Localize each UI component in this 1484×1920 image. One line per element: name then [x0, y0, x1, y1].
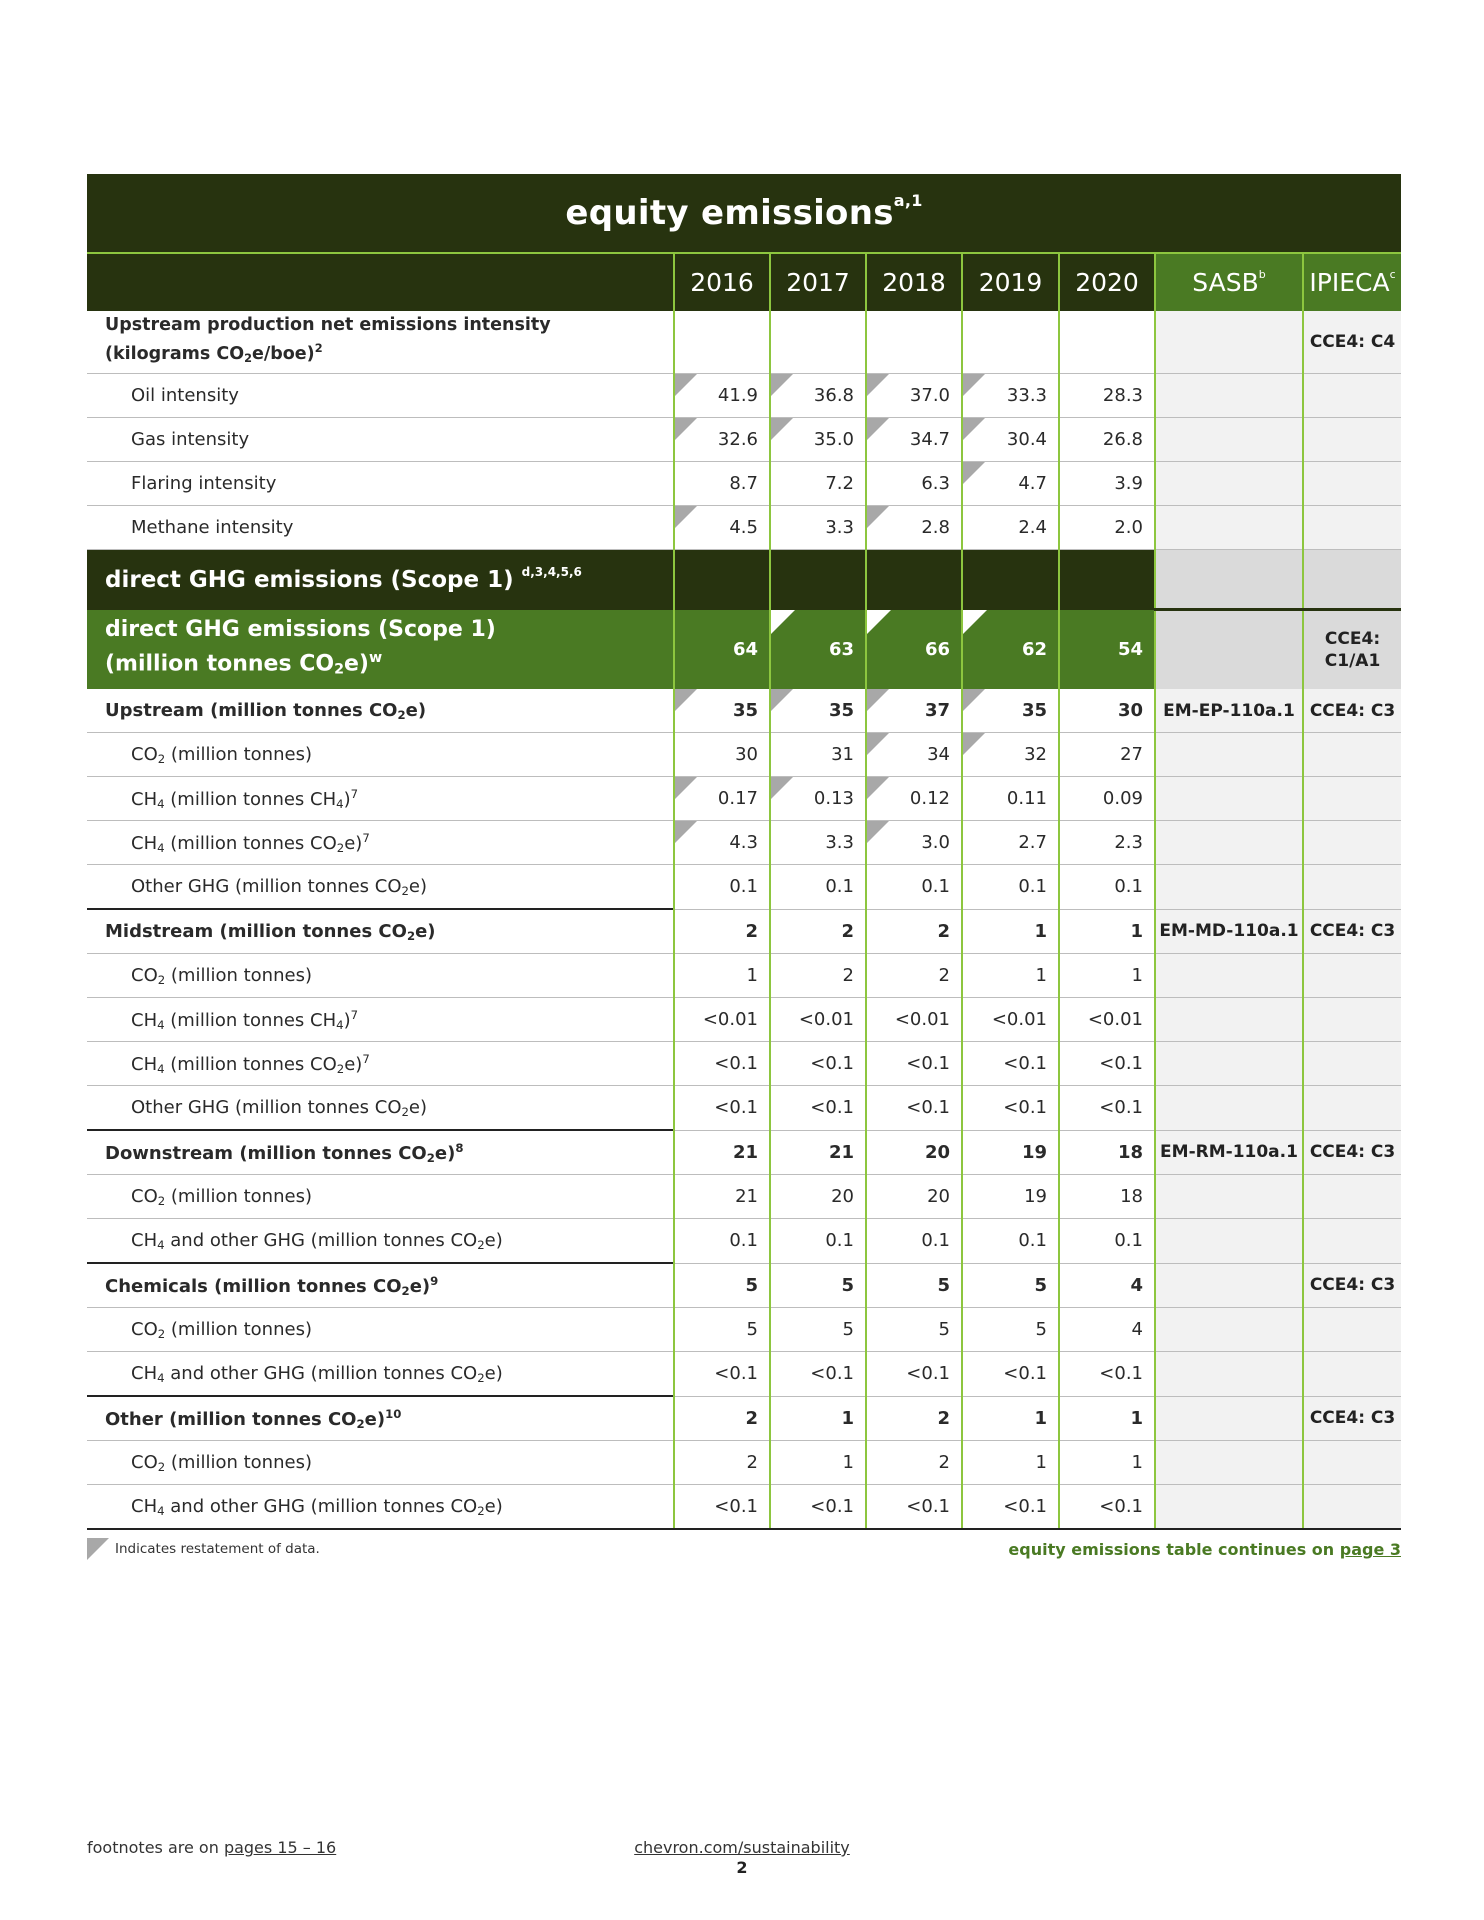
table-row: $CH_4$ (million tonnes $CO_2e)^7$ <0.1 <0.1 <0.1 <0.1 <0.1 — [87, 1042, 1401, 1086]
table-row: $CH_4$ (million tonnes $CH_4)^7$ <0.01 <0.01 <0.01 <0.01 <0.01 — [87, 998, 1401, 1042]
ipieca-code: CCE4: C3 — [1303, 909, 1401, 954]
table-row: $CH_4$ and other GHG (million tonnes $CO_2e$) <0.1 <0.1 <0.1 <0.1 <0.1 — [87, 1352, 1401, 1397]
col-2017: 2017 — [770, 253, 866, 311]
table-row: $CO_2$ (million tonnes) 30 31 34 32 27 — [87, 733, 1401, 777]
col-2019: 2019 — [962, 253, 1059, 311]
col-ipieca: IPIECA$^c$ — [1303, 253, 1401, 311]
table-row: Flaring intensity 8.7 7.2 6.3 4.7 3.9 — [87, 462, 1401, 506]
table-row: $CH_4$ (million tonnes $CH_4)^7$ 0.17 0.13 0.12 0.11 0.09 — [87, 777, 1401, 821]
intensity-label: Upstream production net emissions intensity (kilograms $CO_2e/boe)^2$ — [87, 311, 674, 374]
table-row: $CH_4$ (million tonnes $CO_2e)^7$ 4.3 3.3 3.0 2.7 2.3 — [87, 821, 1401, 865]
table-row: $CH_4$ and other GHG (million tonnes $CO_2e$) 0.1 0.1 0.1 0.1 0.1 — [87, 1219, 1401, 1264]
ipieca-code: CCE4: C3 — [1303, 689, 1401, 733]
col-sasb: SASB$^b$ — [1155, 253, 1303, 311]
restatement-flag-icon — [87, 1538, 109, 1560]
scope1-total-row: direct GHG emissions (Scope 1) (million tonnes $CO_2e)^w$ 64 63 66 62 54 CCE4: C1/A1 — [87, 610, 1401, 690]
restatement-legend: Indicates restatement of data. — [87, 1538, 320, 1560]
ipieca-code: CCE4: C3 — [1303, 1263, 1401, 1308]
sasb-code: EM-EP-110a.1 — [1155, 689, 1303, 733]
section-header-scope1: direct GHG emissions (Scope 1) $^{d,3,4,5,6}$ — [87, 550, 1401, 610]
table-row: Other GHG (million tonnes $CO_2e$) <0.1 <0.1 <0.1 <0.1 <0.1 — [87, 1086, 1401, 1131]
col-2020: 2020 — [1059, 253, 1155, 311]
site-footer — [0, 1838, 1484, 1857]
ipieca-code: CCE4: C1/A1 — [1303, 610, 1401, 690]
col-2018: 2018 — [866, 253, 962, 311]
equity-emissions-table — [87, 174, 1401, 1530]
table-row: $CO_2$ (million tonnes) 5 5 5 5 4 — [87, 1308, 1401, 1352]
col-2016: 2016 — [674, 253, 770, 311]
table-row: Downstream (million tonnes $CO_2e)^8$ 21 21 20 19 18 EM-RM-110a.1 CCE4: C3 — [87, 1130, 1401, 1175]
table-row: Upstream (million tonnes $CO_2e$) 35 35 37 35 30 EM-EP-110a.1 CCE4: C3 — [87, 689, 1401, 733]
table-title: equity emissions$^{a,1}$ — [87, 174, 1401, 253]
sasb-code: EM-MD-110a.1 — [1155, 909, 1303, 954]
sasb-code: EM-RM-110a.1 — [1155, 1130, 1303, 1175]
footnotes-note: footnotes are on pages 15 – 16 — [87, 1838, 337, 1857]
table-row — [87, 311, 1401, 374]
sustainability-site-link[interactable]: chevron.com/sustainability — [634, 1838, 850, 1857]
ipieca-code: CCE4: C3 — [1303, 1130, 1401, 1175]
table-row: Midstream (million tonnes $CO_2e$) 2 2 2 1 1 EM-MD-110a.1 CCE4: C3 — [87, 909, 1401, 954]
page-3-link[interactable]: page 3 — [1339, 1540, 1401, 1559]
table-row: Chemicals (million tonnes $CO_2e)^9$ 5 5 5 5 4 CCE4: C3 — [87, 1263, 1401, 1308]
continues-note: equity emissions table continues on page 3 — [1008, 1540, 1401, 1559]
table-row: $CH_4$ and other GHG (million tonnes $CO_2e$) <0.1 <0.1 <0.1 <0.1 <0.1 — [87, 1485, 1401, 1530]
table-row: Other (million tonnes $CO_2e)^{10}$ 2 1 2 1 1 CCE4: C3 — [87, 1396, 1401, 1441]
table-row: Oil intensity 41.9 36.8 37.0 33.3 28.3 — [87, 374, 1401, 418]
ipieca-code: CCE4: C4 — [1303, 311, 1401, 374]
table-row: $CO_2$ (million tonnes) 21 20 20 19 18 — [87, 1175, 1401, 1219]
page-number: 2 — [736, 1858, 748, 1877]
table-row: $CO_2$ (million tonnes) 2 1 2 1 1 — [87, 1441, 1401, 1485]
table-row: $CO_2$ (million tonnes) 1 2 2 1 1 — [87, 954, 1401, 998]
table-row: Other GHG (million tonnes $CO_2e$) 0.1 0.1 0.1 0.1 0.1 — [87, 865, 1401, 910]
ipieca-code: CCE4: C3 — [1303, 1396, 1401, 1441]
table-row: Gas intensity 32.6 35.0 34.7 30.4 26.8 — [87, 418, 1401, 462]
year-header-row — [87, 253, 1401, 311]
footnotes-pages-link[interactable]: pages 15 – 16 — [223, 1838, 337, 1857]
table-row: Methane intensity 4.5 3.3 2.8 2.4 2.0 — [87, 506, 1401, 550]
